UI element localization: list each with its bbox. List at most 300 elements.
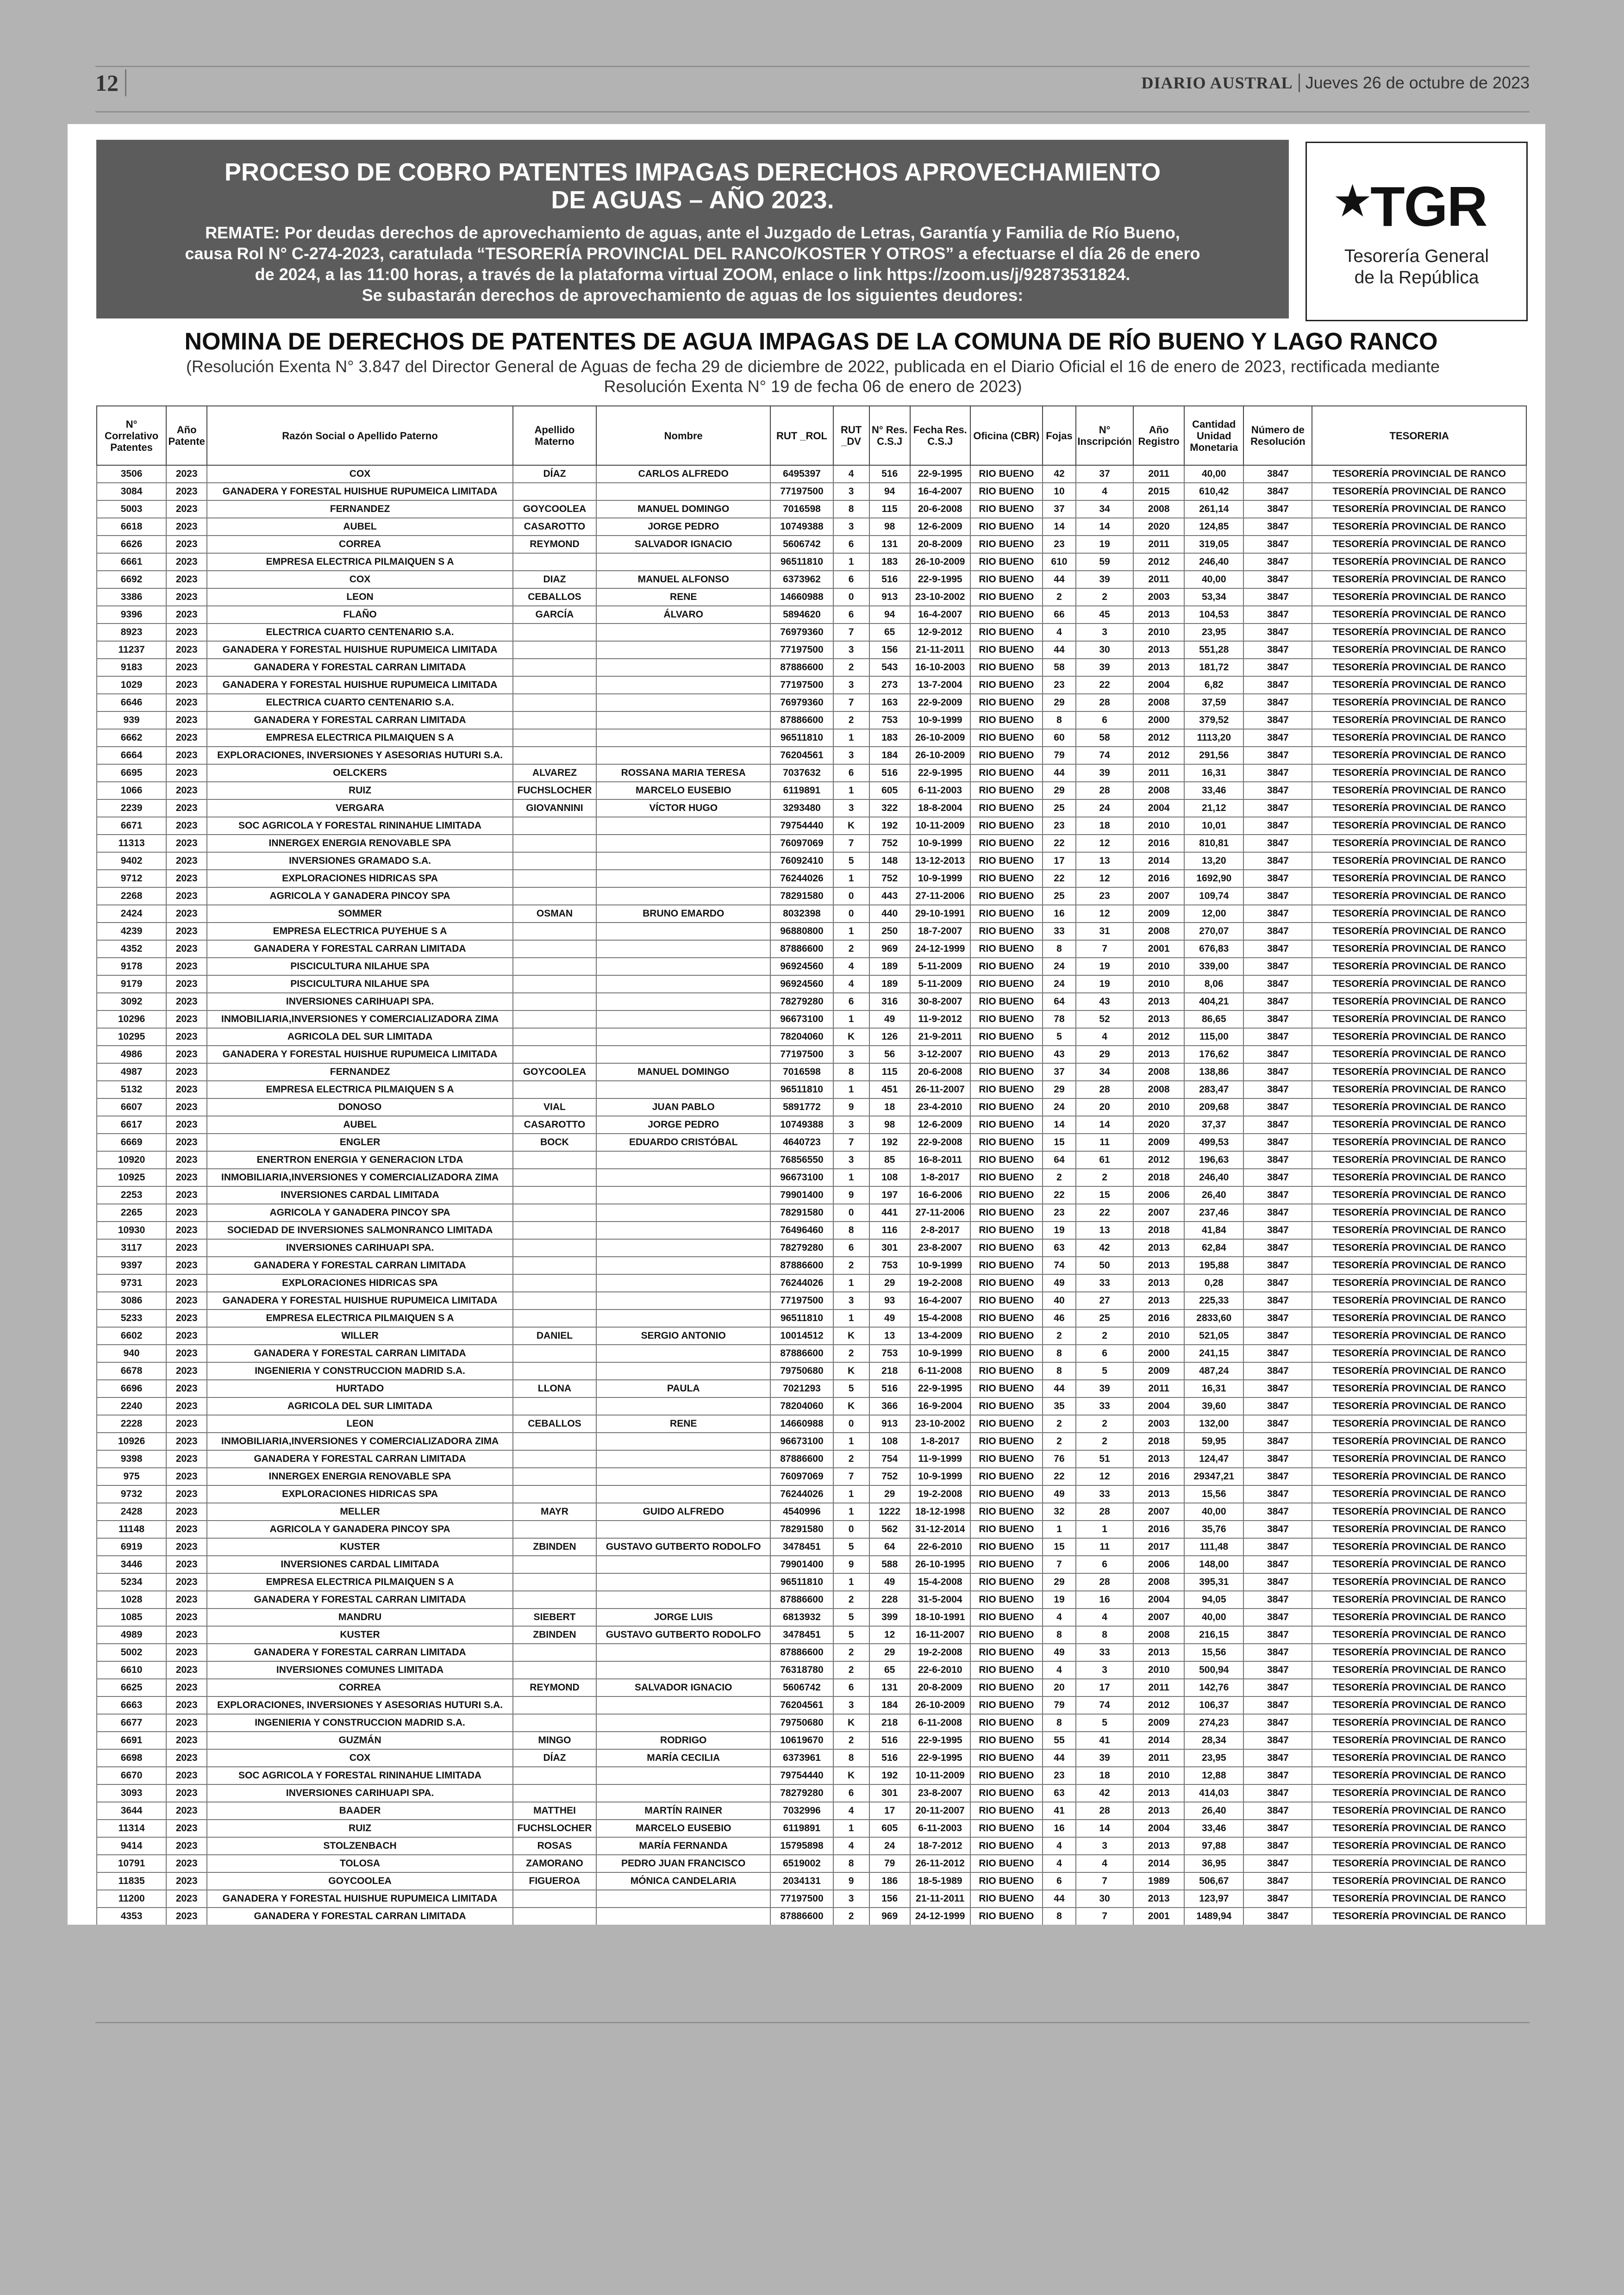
table-cell: 43	[1043, 1046, 1076, 1063]
table-cell: 2023	[166, 1292, 207, 1310]
table-cell: SOCIEDAD DE INVERSIONES SALMONRANCO LIMITADA	[207, 1222, 513, 1239]
table-cell: 7016598	[770, 1063, 833, 1081]
table-row	[97, 958, 1526, 975]
table-cell: EDUARDO CRISTÓBAL	[596, 1134, 770, 1151]
table-cell: GOYCOOLEA	[513, 1063, 596, 1081]
table-cell: 79	[1043, 1696, 1076, 1714]
table-cell: MARÍA CECILIA	[596, 1749, 770, 1767]
table-cell: 2006	[1133, 1186, 1184, 1204]
table-cell: 3386	[97, 588, 166, 606]
table-cell: 59,95	[1184, 1433, 1243, 1450]
column-header: Oficina (CBR)	[970, 406, 1043, 465]
table-cell: 15,56	[1184, 1485, 1243, 1503]
table-cell: RIO BUENO	[970, 659, 1043, 676]
table-cell: 23	[1043, 536, 1076, 553]
table-cell: 241,15	[1184, 1345, 1243, 1362]
table-cell: 78204060	[770, 1397, 833, 1415]
table-cell	[596, 641, 770, 659]
table-cell: TESORERÍA PROVINCIAL DE RANCO	[1312, 1204, 1526, 1222]
table-cell: 8923	[97, 624, 166, 641]
table-cell: 16-9-2004	[910, 1397, 970, 1415]
table-cell: 3847	[1243, 1450, 1312, 1468]
table-cell: 6695	[97, 764, 166, 782]
table-cell: 2023	[166, 993, 207, 1010]
table-cell: 2023	[166, 1063, 207, 1081]
table-cell: 2010	[1133, 624, 1184, 641]
table-cell: 6	[1076, 1556, 1133, 1573]
table-cell: 218	[869, 1362, 910, 1380]
table-cell: 2011	[1133, 465, 1184, 483]
table-cell: 18-12-1998	[910, 1503, 970, 1521]
table-cell: 3847	[1243, 1679, 1312, 1696]
table-cell: 6	[833, 606, 869, 624]
table-cell: 2007	[1133, 1503, 1184, 1521]
table-cell: 551,28	[1184, 641, 1243, 659]
table-cell: 8	[833, 1855, 869, 1872]
table-cell	[513, 1468, 596, 1485]
table-cell: 10749388	[770, 1116, 833, 1134]
table-cell: 26-10-2009	[910, 553, 970, 571]
table-cell: TESORERÍA PROVINCIAL DE RANCO	[1312, 1257, 1526, 1274]
table-cell: 443	[869, 887, 910, 905]
table-cell	[596, 1784, 770, 1802]
table-cell: 5	[1043, 1028, 1076, 1046]
table-cell: 16-4-2007	[910, 483, 970, 500]
table-cell: 6	[833, 1784, 869, 1802]
table-cell: 3847	[1243, 1626, 1312, 1644]
table-cell: 6-11-2003	[910, 782, 970, 799]
table-cell: 440	[869, 905, 910, 923]
table-cell: 3	[833, 1151, 869, 1169]
table-cell: 6691	[97, 1732, 166, 1749]
table-cell: 59	[1076, 553, 1133, 571]
table-cell: 20	[1043, 1679, 1076, 1696]
table-cell: 22-6-2010	[910, 1538, 970, 1556]
table-cell: 3847	[1243, 1204, 1312, 1222]
table-cell: SALVADOR IGNACIO	[596, 536, 770, 553]
table-cell: 2008	[1133, 500, 1184, 518]
table-cell: 4353	[97, 1908, 166, 1925]
table-cell: 19-2-2008	[910, 1274, 970, 1292]
table-cell: TESORERÍA PROVINCIAL DE RANCO	[1312, 1485, 1526, 1503]
table-cell: 4	[1076, 1609, 1133, 1626]
table-cell: 16-6-2006	[910, 1186, 970, 1204]
table-cell: DÍAZ	[513, 1749, 596, 1767]
table-row	[97, 1908, 1526, 1925]
table-cell: 46	[1043, 1310, 1076, 1327]
table-cell: TESORERÍA PROVINCIAL DE RANCO	[1312, 1397, 1526, 1415]
table-cell: TESORERÍA PROVINCIAL DE RANCO	[1312, 553, 1526, 571]
table-cell: GANADERA Y FORESTAL CARRAN LIMITADA	[207, 1591, 513, 1609]
table-cell	[513, 817, 596, 835]
table-cell: RIO BUENO	[970, 1274, 1043, 1292]
table-cell: 2023	[166, 1222, 207, 1239]
table-cell: 22	[1043, 835, 1076, 852]
table-cell: ZAMORANO	[513, 1855, 596, 1872]
table-cell	[596, 870, 770, 887]
table-cell: EXPLORACIONES HIDRICAS SPA	[207, 1485, 513, 1503]
table-cell: 13,20	[1184, 852, 1243, 870]
table-cell: RIO BUENO	[970, 1010, 1043, 1028]
table-row	[97, 817, 1526, 835]
table-cell: 39	[1076, 659, 1133, 676]
table-cell: 2023	[166, 1169, 207, 1186]
table-cell: 22	[1043, 870, 1076, 887]
table-cell: K	[833, 1767, 869, 1784]
table-cell: 20	[1076, 1098, 1133, 1116]
table-cell: 76244026	[770, 870, 833, 887]
table-cell	[513, 1081, 596, 1098]
table-cell: 6	[833, 993, 869, 1010]
table-cell: 76244026	[770, 1274, 833, 1292]
table-cell: TESORERÍA PROVINCIAL DE RANCO	[1312, 1749, 1526, 1767]
table-cell	[596, 1556, 770, 1573]
table-cell: 2428	[97, 1503, 166, 1521]
column-header: Año Registro	[1133, 406, 1184, 465]
table-cell	[596, 676, 770, 694]
table-cell: 913	[869, 1415, 910, 1433]
table-cell: 5132	[97, 1081, 166, 1098]
table-cell: RIO BUENO	[970, 747, 1043, 764]
table-row	[97, 1556, 1526, 1573]
table-cell: RIO BUENO	[970, 711, 1043, 729]
table-cell: INGENIERIA Y CONSTRUCCION MADRID S.A.	[207, 1362, 513, 1380]
table-cell: 87886600	[770, 1345, 833, 1362]
table-cell: MANUEL DOMINGO	[596, 1063, 770, 1081]
table-cell: TESORERÍA PROVINCIAL DE RANCO	[1312, 1538, 1526, 1556]
table-cell: 14	[1043, 1116, 1076, 1134]
table-cell: 19	[1076, 536, 1133, 553]
table-cell: 2023	[166, 1433, 207, 1450]
table-cell: 3847	[1243, 553, 1312, 571]
table-cell: INVERSIONES CARDAL LIMITADA	[207, 1556, 513, 1573]
table-cell: 18	[1076, 817, 1133, 835]
table-cell: RIO BUENO	[970, 1433, 1043, 1450]
table-cell: TESORERÍA PROVINCIAL DE RANCO	[1312, 1468, 1526, 1485]
table-cell: 29	[1043, 782, 1076, 799]
table-cell: 2023	[166, 518, 207, 536]
table-cell: 11200	[97, 1890, 166, 1908]
table-cell: 23-8-2007	[910, 1239, 970, 1257]
table-cell: 87886600	[770, 940, 833, 958]
table-cell: 3847	[1243, 1714, 1312, 1732]
table-cell: 79750680	[770, 1714, 833, 1732]
table-cell: 6	[833, 764, 869, 782]
table-cell	[513, 870, 596, 887]
table-cell: 78204060	[770, 1028, 833, 1046]
table-cell: 270,07	[1184, 923, 1243, 940]
table-cell: EXPLORACIONES HIDRICAS SPA	[207, 870, 513, 887]
table-cell: 3847	[1243, 1010, 1312, 1028]
table-cell: COX	[207, 1749, 513, 1767]
nomina-subtitle-line: Resolución Exenta N° 19 de fecha 06 de enero de 2023)	[604, 377, 1022, 396]
table-cell: AGRICOLA Y GANADERA PINCOY SPA	[207, 887, 513, 905]
table-cell: 9	[833, 1186, 869, 1204]
table-cell: 23,95	[1184, 624, 1243, 641]
table-cell: 2018	[1133, 1222, 1184, 1239]
table-cell: GANADERA Y FORESTAL CARRAN LIMITADA	[207, 1908, 513, 1925]
table-cell: 79750680	[770, 1362, 833, 1380]
table-cell: 1	[833, 1010, 869, 1028]
table-cell: 39	[1076, 571, 1133, 588]
table-cell: 10749388	[770, 518, 833, 536]
table-cell: MANUEL ALFONSO	[596, 571, 770, 588]
table-cell: AUBEL	[207, 1116, 513, 1134]
banner-title-line: DE AGUAS – AÑO 2023.	[551, 186, 834, 214]
table-cell: VIAL	[513, 1098, 596, 1116]
table-cell: 30-8-2007	[910, 993, 970, 1010]
table-cell: 11148	[97, 1521, 166, 1538]
table-cell: TESORERÍA PROVINCIAL DE RANCO	[1312, 1327, 1526, 1345]
table-cell: 3847	[1243, 975, 1312, 993]
table-cell: 97,88	[1184, 1837, 1243, 1855]
table-cell: 195,88	[1184, 1257, 1243, 1274]
table-cell: 3847	[1243, 1890, 1312, 1908]
table-cell: 3847	[1243, 659, 1312, 676]
table-cell: 108	[869, 1169, 910, 1186]
table-cell: 2023	[166, 1820, 207, 1837]
table-row	[97, 1134, 1526, 1151]
table-cell: 0	[833, 1521, 869, 1538]
table-cell: 14	[1043, 518, 1076, 536]
table-cell: 5-11-2009	[910, 975, 970, 993]
table-cell: LEON	[207, 1415, 513, 1433]
table-cell: MARCELO EUSEBIO	[596, 782, 770, 799]
table-cell: 116	[869, 1222, 910, 1239]
table-cell: 22-9-1995	[910, 1749, 970, 1767]
table-cell: PAULA	[596, 1380, 770, 1397]
table-cell: TESORERÍA PROVINCIAL DE RANCO	[1312, 1837, 1526, 1855]
table-cell: 156	[869, 641, 910, 659]
table-cell: EMPRESA ELECTRICA PILMAIQUEN S A	[207, 729, 513, 747]
table-cell: 96924560	[770, 958, 833, 975]
table-cell: 6677	[97, 1714, 166, 1732]
table-cell: 192	[869, 1767, 910, 1784]
notice-sheet	[68, 124, 1545, 1925]
table-cell: GANADERA Y FORESTAL CARRAN LIMITADA	[207, 659, 513, 676]
table-cell: 5894620	[770, 606, 833, 624]
table-cell: 96511810	[770, 729, 833, 747]
table-cell	[596, 975, 770, 993]
column-header: RUT _ROL	[770, 406, 833, 465]
table-cell: 10-9-1999	[910, 835, 970, 852]
table-cell: 79754440	[770, 1767, 833, 1784]
table-cell: 2023	[166, 1661, 207, 1679]
table-cell	[596, 1714, 770, 1732]
table-cell	[513, 1661, 596, 1679]
header-bottom-rule	[95, 111, 1530, 112]
table-cell: MANDRU	[207, 1609, 513, 1626]
table-cell	[596, 729, 770, 747]
table-cell: GUIDO ALFREDO	[596, 1503, 770, 1521]
table-cell: TESORERÍA PROVINCIAL DE RANCO	[1312, 764, 1526, 782]
table-cell: WILLER	[207, 1327, 513, 1345]
auction-banner	[96, 140, 1289, 318]
table-cell: 3847	[1243, 1134, 1312, 1151]
table-cell: 23	[1043, 1204, 1076, 1222]
table-cell: K	[833, 817, 869, 835]
table-cell: TESORERÍA PROVINCIAL DE RANCO	[1312, 1310, 1526, 1327]
table-cell: 2007	[1133, 1204, 1184, 1222]
table-cell: GANADERA Y FORESTAL CARRAN LIMITADA	[207, 711, 513, 729]
table-cell: 7037632	[770, 764, 833, 782]
table-cell: AGRICOLA DEL SUR LIMITADA	[207, 1397, 513, 1415]
table-cell: 1	[833, 729, 869, 747]
table-cell: 22-9-2009	[910, 694, 970, 711]
table-cell: 2023	[166, 676, 207, 694]
table-cell: 3847	[1243, 1222, 1312, 1239]
table-cell: SOMMER	[207, 905, 513, 923]
table-cell: 8	[833, 500, 869, 518]
table-cell: EXPLORACIONES HIDRICAS SPA	[207, 1274, 513, 1292]
table-cell: 6663	[97, 1696, 166, 1714]
table-cell: 77197500	[770, 483, 833, 500]
table-cell: 56	[869, 1046, 910, 1063]
table-cell: 2004	[1133, 799, 1184, 817]
table-cell: 3847	[1243, 1468, 1312, 1485]
table-row	[97, 1362, 1526, 1380]
table-cell: EMPRESA ELECTRICA PILMAIQUEN S A	[207, 1081, 513, 1098]
table-cell: 96673100	[770, 1010, 833, 1028]
table-cell: MARCELO EUSEBIO	[596, 1820, 770, 1837]
table-cell: 10-9-1999	[910, 1257, 970, 1274]
table-cell: TESORERÍA PROVINCIAL DE RANCO	[1312, 1521, 1526, 1538]
table-cell: 7	[1043, 1556, 1076, 1573]
table-cell: 2000	[1133, 711, 1184, 729]
table-cell: 189	[869, 958, 910, 975]
table-cell: 29	[1043, 1573, 1076, 1591]
table-cell: 94	[869, 483, 910, 500]
page-number: 12	[95, 70, 119, 96]
table-cell: 34	[1076, 500, 1133, 518]
table-cell: INVERSIONES COMUNES LIMITADA	[207, 1661, 513, 1679]
table-cell: 2011	[1133, 764, 1184, 782]
table-cell: 15,56	[1184, 1644, 1243, 1661]
table-cell: 1	[1043, 1521, 1076, 1538]
table-cell: RIO BUENO	[970, 870, 1043, 887]
table-cell	[513, 1010, 596, 1028]
table-cell	[596, 553, 770, 571]
table-cell: 36,95	[1184, 1855, 1243, 1872]
table-cell: 316	[869, 993, 910, 1010]
table-cell	[513, 1028, 596, 1046]
column-header: TESORERIA	[1312, 406, 1526, 465]
table-cell: 2023	[166, 1591, 207, 1609]
table-cell: 0,28	[1184, 1274, 1243, 1292]
table-cell: INVERSIONES GRAMADO S.A.	[207, 852, 513, 870]
table-cell: 26,40	[1184, 1802, 1243, 1820]
table-cell: 3847	[1243, 1274, 1312, 1292]
table-cell: 228	[869, 1591, 910, 1609]
table-cell: 23-8-2007	[910, 1784, 970, 1802]
table-cell: 969	[869, 940, 910, 958]
table-cell: 94	[869, 606, 910, 624]
table-cell: TESORERÍA PROVINCIAL DE RANCO	[1312, 641, 1526, 659]
table-cell: CORREA	[207, 536, 513, 553]
table-cell: 22-9-1995	[910, 1380, 970, 1397]
table-cell: RIO BUENO	[970, 1696, 1043, 1714]
table-cell: 3847	[1243, 1415, 1312, 1433]
table-cell: TESORERÍA PROVINCIAL DE RANCO	[1312, 1784, 1526, 1802]
table-cell	[513, 1556, 596, 1573]
table-cell: 18-5-1989	[910, 1872, 970, 1890]
table-cell: FERNANDEZ	[207, 500, 513, 518]
table-cell: 4	[1043, 1855, 1076, 1872]
table-cell: TESORERÍA PROVINCIAL DE RANCO	[1312, 1134, 1526, 1151]
table-cell: 77197500	[770, 1890, 833, 1908]
table-cell: 6813932	[770, 1609, 833, 1626]
table-cell: 96673100	[770, 1433, 833, 1450]
table-cell	[513, 1204, 596, 1222]
table-cell: 379,52	[1184, 711, 1243, 729]
table-cell: RENE	[596, 1415, 770, 1433]
table-cell: 3847	[1243, 1732, 1312, 1749]
table-cell: 16-4-2007	[910, 1292, 970, 1310]
table-cell: 23	[1043, 817, 1076, 835]
table-cell: 8	[1076, 1626, 1133, 1644]
table-cell: 10-9-1999	[910, 1345, 970, 1362]
table-cell: 20-6-2008	[910, 500, 970, 518]
table-cell: 676,83	[1184, 940, 1243, 958]
table-cell: 41	[1043, 1802, 1076, 1820]
table-cell	[596, 1696, 770, 1714]
table-cell: RIO BUENO	[970, 1890, 1043, 1908]
table-cell: RIO BUENO	[970, 887, 1043, 905]
table-cell: 10296	[97, 1010, 166, 1028]
table-cell	[513, 1644, 596, 1661]
table-cell: MAYR	[513, 1503, 596, 1521]
table-cell: 2023	[166, 1696, 207, 1714]
table-cell: TESORERÍA PROVINCIAL DE RANCO	[1312, 782, 1526, 799]
table-row	[97, 1485, 1526, 1503]
table-cell: 22-9-1995	[910, 764, 970, 782]
table-cell: 605	[869, 782, 910, 799]
table-cell: 6602	[97, 1327, 166, 1345]
table-cell: 1066	[97, 782, 166, 799]
table-cell: 3847	[1243, 694, 1312, 711]
table-cell: 2023	[166, 799, 207, 817]
table-cell	[513, 729, 596, 747]
table-cell: 33	[1076, 1274, 1133, 1292]
table-cell: 3847	[1243, 729, 1312, 747]
table-cell: 39	[1076, 764, 1133, 782]
table-cell: 3	[833, 1116, 869, 1134]
table-cell: 2013	[1133, 1644, 1184, 1661]
table-cell: GANADERA Y FORESTAL CARRAN LIMITADA	[207, 1345, 513, 1362]
table-cell	[596, 958, 770, 975]
table-cell: 2016	[1133, 1521, 1184, 1538]
table-cell	[596, 624, 770, 641]
table-cell: 10926	[97, 1433, 166, 1450]
table-cell	[513, 1362, 596, 1380]
table-cell: 23	[1043, 1767, 1076, 1784]
table-cell: 78	[1043, 1010, 1076, 1028]
table-cell: RIO BUENO	[970, 1591, 1043, 1609]
table-cell: 44	[1043, 1890, 1076, 1908]
table-cell: 115,00	[1184, 1028, 1243, 1046]
table-cell: 17	[869, 1802, 910, 1820]
table-cell: TESORERÍA PROVINCIAL DE RANCO	[1312, 729, 1526, 747]
table-cell: 6678	[97, 1362, 166, 1380]
star-icon: ★	[1335, 179, 1370, 224]
table-cell: FLAÑO	[207, 606, 513, 624]
table-cell: 3847	[1243, 764, 1312, 782]
table-cell: CASAROTTO	[513, 1116, 596, 1134]
table-cell	[596, 1028, 770, 1046]
table-cell: 6625	[97, 1679, 166, 1696]
table-cell: 301	[869, 1784, 910, 1802]
table-cell: RIO BUENO	[970, 1784, 1043, 1802]
